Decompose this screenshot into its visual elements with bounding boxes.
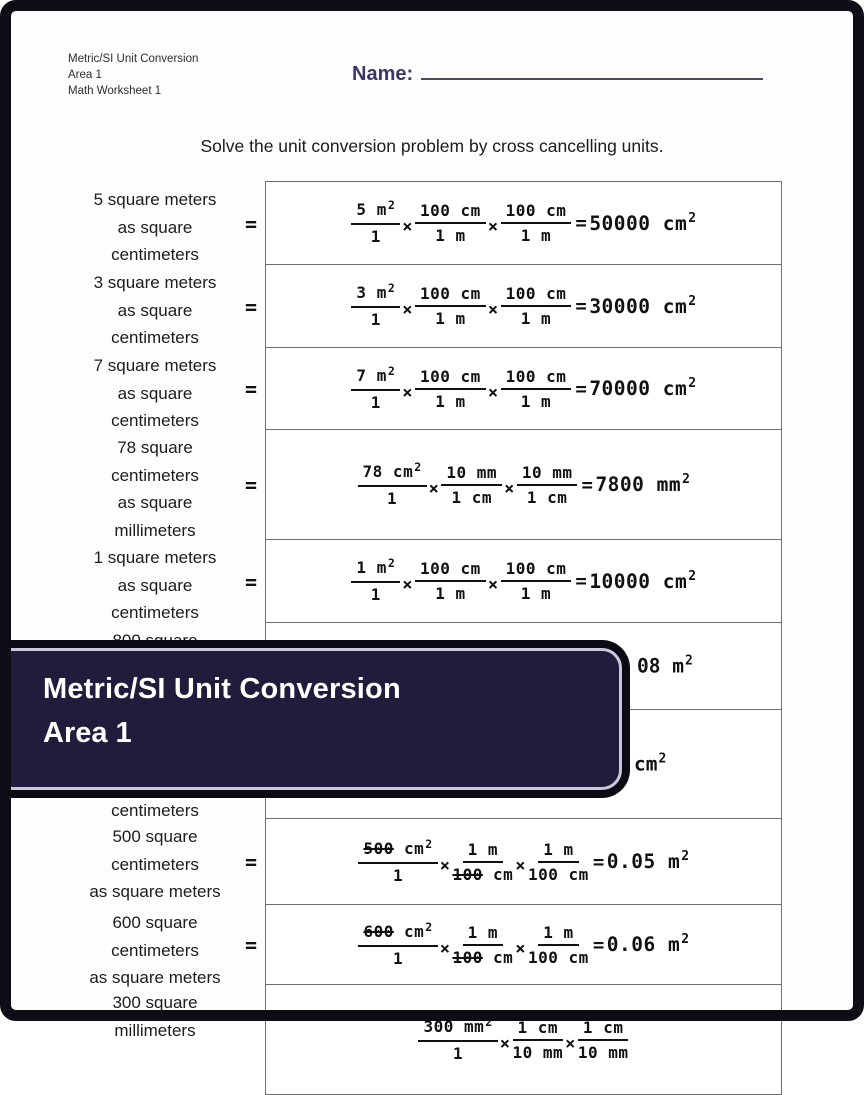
course-line-1: Metric/SI Unit Conversion: [68, 53, 199, 65]
fraction: [351, 199, 400, 247]
fraction: [452, 839, 513, 885]
equals-sign: =: [245, 211, 258, 236]
multiply-operator: ×: [504, 478, 515, 499]
name-field-row: [352, 60, 763, 86]
superscript: 2: [682, 472, 691, 487]
fraction-denominator: [512, 1041, 563, 1063]
fraction-denominator: [528, 863, 589, 885]
fraction: [418, 1016, 497, 1064]
value: 10 mm: [577, 1042, 629, 1062]
multiply-operator: ×: [402, 300, 414, 320]
superscript: 2: [681, 932, 690, 947]
fraction-numerator: [358, 921, 437, 947]
value: 100 cm: [420, 559, 481, 578]
multiply-operator: ×: [487, 575, 499, 595]
problem-label-line: centimeters: [111, 603, 199, 622]
fraction-numerator: [441, 462, 502, 486]
value: 1 m: [467, 922, 499, 942]
equation: [357, 838, 689, 886]
problem-label-line: centimeters: [111, 411, 199, 430]
equals-sign: =: [245, 473, 258, 497]
value: 78 cm: [362, 461, 414, 481]
value: 1: [370, 585, 381, 604]
value: 100 cm: [505, 366, 567, 386]
problem-label: [0, 182, 265, 265]
value: 300 mm: [423, 1016, 485, 1036]
value: 1 cm: [451, 487, 492, 507]
equation: [350, 365, 696, 413]
fraction-denominator: [371, 391, 381, 413]
problem-label-line: centimeters: [111, 940, 199, 960]
fraction: [501, 366, 572, 412]
equation: [350, 282, 696, 330]
equation-result: [589, 377, 696, 400]
fraction-denominator: [435, 390, 465, 412]
value: 1 m: [356, 558, 387, 577]
fraction: [501, 283, 572, 329]
fraction-denominator: [521, 224, 551, 246]
fraction-denominator: [393, 864, 403, 886]
fraction-numerator: [538, 922, 578, 946]
equation-result: [589, 212, 696, 235]
fraction-denominator: [371, 308, 381, 330]
answer-box: [265, 818, 782, 905]
fraction: [528, 922, 589, 968]
cancelled-value: 600: [363, 921, 394, 941]
problem-label-line: centimeters: [111, 245, 199, 264]
fraction-denominator: [527, 486, 568, 508]
equation-result: [589, 570, 696, 593]
value: 1: [393, 865, 404, 885]
equals-operator: =: [575, 377, 588, 400]
multiply-operator: ×: [487, 217, 499, 237]
fraction-numerator: [351, 282, 400, 308]
superscript: 2: [425, 836, 433, 851]
fraction-numerator: [415, 283, 486, 307]
problem-label-line: 7 square meters: [93, 356, 217, 375]
value: 7 m: [356, 365, 387, 385]
problem-label-line: as square: [117, 383, 193, 403]
problem-label-line: 3 square meters: [93, 273, 217, 292]
superscript: 2: [688, 210, 697, 226]
value: cm: [634, 752, 658, 776]
superscript: 2: [387, 556, 396, 570]
fraction-numerator: [501, 366, 572, 390]
superscript: 2: [684, 653, 693, 669]
problem-label: [0, 430, 265, 540]
fraction-numerator: [351, 365, 400, 391]
superscript: 2: [387, 198, 396, 212]
equation: [350, 199, 696, 247]
problem-label: [0, 985, 265, 1095]
fraction: [512, 1017, 563, 1063]
fraction-denominator: [371, 225, 381, 247]
equals-sign: =: [245, 294, 258, 319]
problem-label: [0, 540, 265, 623]
fraction-denominator: [451, 486, 492, 508]
banner-subtitle: Area 1: [43, 717, 132, 749]
fraction-numerator: [517, 462, 578, 486]
problem-label-line: millimeters: [114, 1020, 196, 1040]
answer-box: [265, 181, 782, 265]
equals-sign: =: [245, 933, 258, 957]
problem-label-line: as square: [117, 575, 193, 595]
value: 100 cm: [420, 201, 481, 220]
value: 1: [453, 1043, 464, 1063]
value: cm: [393, 921, 425, 941]
value: 10 mm: [521, 462, 573, 482]
superscript: 2: [387, 363, 396, 378]
value: 10 mm: [512, 1042, 564, 1062]
problem-label-line: as square: [117, 493, 193, 512]
name-label: Name:: [352, 63, 414, 85]
value: 100 cm: [420, 366, 481, 386]
cancelled-value: 500: [363, 838, 394, 858]
worksheet-course-info: [68, 51, 198, 99]
value: cm: [482, 947, 514, 967]
value: 1 cm: [582, 1017, 624, 1037]
problem-label: [0, 265, 265, 348]
fraction-numerator: [415, 200, 486, 224]
fraction-denominator: [371, 583, 381, 605]
fraction-denominator: [393, 947, 403, 969]
problem-label-line: 78 square: [117, 438, 193, 457]
name-blank-line: [421, 60, 763, 80]
value: 1 m: [543, 922, 574, 942]
equals-operator: =: [575, 570, 588, 592]
multiply-operator: ×: [565, 1033, 576, 1054]
fraction-denominator: [521, 307, 551, 329]
equation-fragment: [637, 655, 693, 678]
fraction: [358, 921, 437, 969]
cancelled-value: 100: [452, 864, 483, 884]
fraction: [528, 839, 589, 885]
fraction-numerator: [538, 839, 578, 863]
equals-operator: =: [592, 850, 605, 873]
cancelled-value: 100: [452, 947, 483, 967]
problem-label-line: centimeters: [111, 800, 199, 820]
fraction-denominator: [521, 582, 551, 604]
answer-box: [265, 347, 782, 430]
equation: [417, 1016, 629, 1064]
problem-label-line: as square meters: [89, 968, 221, 987]
fraction-numerator: [463, 839, 503, 863]
fraction-denominator: [578, 1041, 629, 1063]
superscript: 2: [485, 1014, 493, 1029]
answer-box: [265, 539, 782, 623]
value: 100 cm: [420, 284, 481, 303]
equals-operator: =: [592, 933, 605, 956]
problem-row: [0, 540, 864, 623]
equation-result: [595, 473, 690, 496]
problem-row: [0, 265, 864, 348]
fraction-numerator: [418, 1016, 497, 1042]
fraction: [415, 283, 486, 329]
problem-label-line: 1 square meters: [93, 548, 217, 567]
value: 1 m: [435, 309, 466, 328]
fraction-numerator: [358, 838, 437, 864]
value: cm: [393, 838, 425, 858]
value: 30000 cm: [589, 294, 688, 318]
problem-label-line: 300 square: [112, 993, 198, 1012]
value: 1 m: [520, 584, 552, 603]
value: 50000 cm: [589, 211, 688, 235]
fraction: [358, 461, 427, 509]
multiply-operator: ×: [402, 217, 414, 237]
problem-row: [0, 430, 864, 540]
fraction-numerator: [358, 461, 427, 487]
equals-sign: =: [245, 377, 258, 401]
fraction-numerator: [501, 200, 572, 224]
value: 1 m: [435, 226, 466, 245]
course-line-3: Math Worksheet 1: [68, 85, 162, 97]
superscript: 2: [387, 281, 396, 295]
answer-box: [265, 429, 782, 540]
equation-result: [589, 295, 696, 318]
value: 1: [387, 488, 398, 508]
fraction-denominator: [435, 224, 465, 246]
superscript: 2: [688, 376, 697, 391]
fraction-denominator: [452, 863, 513, 885]
multiply-operator: ×: [428, 478, 440, 499]
fraction-numerator: [415, 558, 486, 582]
equation-result: [607, 933, 690, 956]
value: 0.05 m: [606, 850, 681, 873]
value: 100 cm: [505, 559, 567, 578]
instruction-text: Solve the unit conversion problem by cross cancelling units.: [200, 136, 664, 156]
problem-row: [0, 985, 864, 1095]
value: 1: [393, 948, 404, 968]
value: 1 m: [520, 226, 552, 245]
problem-row: [0, 182, 864, 265]
fraction: [578, 1017, 629, 1063]
course-line-2: Area 1: [68, 69, 102, 81]
fraction-denominator: [453, 1042, 463, 1064]
value: 100 cm: [528, 947, 589, 967]
title-banner-inner: [0, 648, 622, 790]
problems-table: [0, 182, 864, 1095]
equals-sign: =: [245, 850, 258, 874]
fraction: [415, 200, 486, 246]
value: 1 m: [435, 391, 466, 411]
fraction: [501, 558, 572, 604]
equation: [357, 461, 691, 509]
value: 08 m: [637, 654, 684, 678]
fraction: [441, 462, 502, 508]
value: cm: [482, 864, 514, 884]
superscript: 2: [688, 293, 697, 309]
multiply-operator: ×: [515, 938, 527, 959]
fraction: [351, 557, 400, 605]
problem-label-line: as square: [117, 300, 193, 320]
equation: [350, 557, 696, 605]
superscript: 2: [425, 919, 433, 934]
fraction-numerator: [463, 922, 503, 946]
fraction-denominator: [387, 487, 397, 509]
problem-label-line: 500 square: [112, 827, 198, 846]
fraction: [415, 366, 486, 412]
fraction-numerator: [501, 558, 572, 582]
value: 1 m: [520, 309, 552, 328]
value: 1 m: [435, 584, 466, 603]
value: 70000 cm: [589, 377, 688, 400]
problem-row: [0, 819, 864, 905]
fraction-numerator: [513, 1017, 564, 1041]
superscript: 2: [414, 459, 422, 474]
fraction-numerator: [351, 199, 400, 225]
multiply-operator: ×: [487, 382, 499, 403]
fraction-numerator: [351, 557, 400, 583]
equation: [357, 921, 689, 969]
problem-label-line: as square: [117, 217, 193, 237]
fraction: [452, 922, 513, 968]
multiply-operator: ×: [439, 855, 451, 876]
equals-sign: =: [245, 569, 258, 594]
value: 1: [370, 392, 381, 412]
multiply-operator: ×: [515, 855, 527, 876]
superscript: 2: [688, 568, 697, 584]
fraction: [517, 462, 578, 508]
fraction-denominator: [528, 946, 589, 968]
value: 7800 mm: [595, 473, 682, 496]
multiply-operator: ×: [439, 938, 451, 959]
fraction-denominator: [452, 946, 513, 968]
fraction: [501, 200, 572, 246]
problem-row: [0, 348, 864, 430]
problem-label-line: 600 square: [112, 913, 198, 932]
multiply-operator: ×: [499, 1033, 511, 1054]
problem-label-line: as square meters: [89, 882, 221, 901]
problem-label-line: centimeters: [111, 328, 199, 347]
value: 10000 cm: [589, 569, 688, 593]
fraction: [358, 838, 437, 886]
value: 1 cm: [517, 1017, 559, 1037]
equation-fragment: [634, 753, 666, 776]
superscript: 2: [681, 849, 690, 864]
value: 100 cm: [505, 284, 567, 303]
multiply-operator: ×: [402, 382, 414, 403]
fraction: [415, 558, 486, 604]
fraction-denominator: [435, 582, 465, 604]
problem-label-line: centimeters: [111, 854, 199, 874]
value: 1: [370, 310, 381, 329]
value: 10 mm: [446, 462, 498, 482]
problem-label: [0, 905, 265, 985]
answer-box: [265, 904, 782, 985]
value: 5 m: [356, 200, 387, 219]
title-banner: [0, 640, 630, 798]
answer-box: [265, 984, 782, 1095]
problem-label-line: millimeters: [114, 520, 196, 540]
value: 100 cm: [528, 864, 589, 884]
value: 1 cm: [526, 487, 568, 507]
value: 0.06 m: [606, 933, 681, 956]
fraction-numerator: [415, 366, 486, 390]
fraction: [351, 365, 400, 413]
problem-row: [0, 905, 864, 985]
fraction-denominator: [521, 390, 551, 412]
equals-operator: =: [575, 212, 588, 234]
fraction-denominator: [435, 307, 465, 329]
fraction-numerator: [578, 1017, 629, 1041]
problem-label-line: 5 square meters: [93, 190, 217, 209]
multiply-operator: ×: [487, 300, 499, 320]
multiply-operator: ×: [402, 575, 414, 595]
equation-result: [607, 850, 690, 873]
answer-box: [265, 264, 782, 348]
fraction: [351, 282, 400, 330]
value: 1: [370, 227, 381, 246]
problem-label: [0, 348, 265, 430]
value: 3 m: [356, 283, 387, 302]
equals-operator: =: [575, 295, 588, 317]
problem-label: [0, 819, 265, 905]
value: 100 cm: [505, 201, 567, 220]
banner-title: Metric/SI Unit Conversion: [43, 673, 401, 705]
value: 1 m: [520, 391, 552, 411]
equals-operator: =: [581, 473, 594, 496]
problem-label-line: centimeters: [111, 465, 199, 485]
fraction-numerator: [501, 283, 572, 307]
superscript: 2: [658, 751, 667, 767]
value: 1 m: [543, 839, 574, 859]
value: 1 m: [467, 839, 499, 859]
